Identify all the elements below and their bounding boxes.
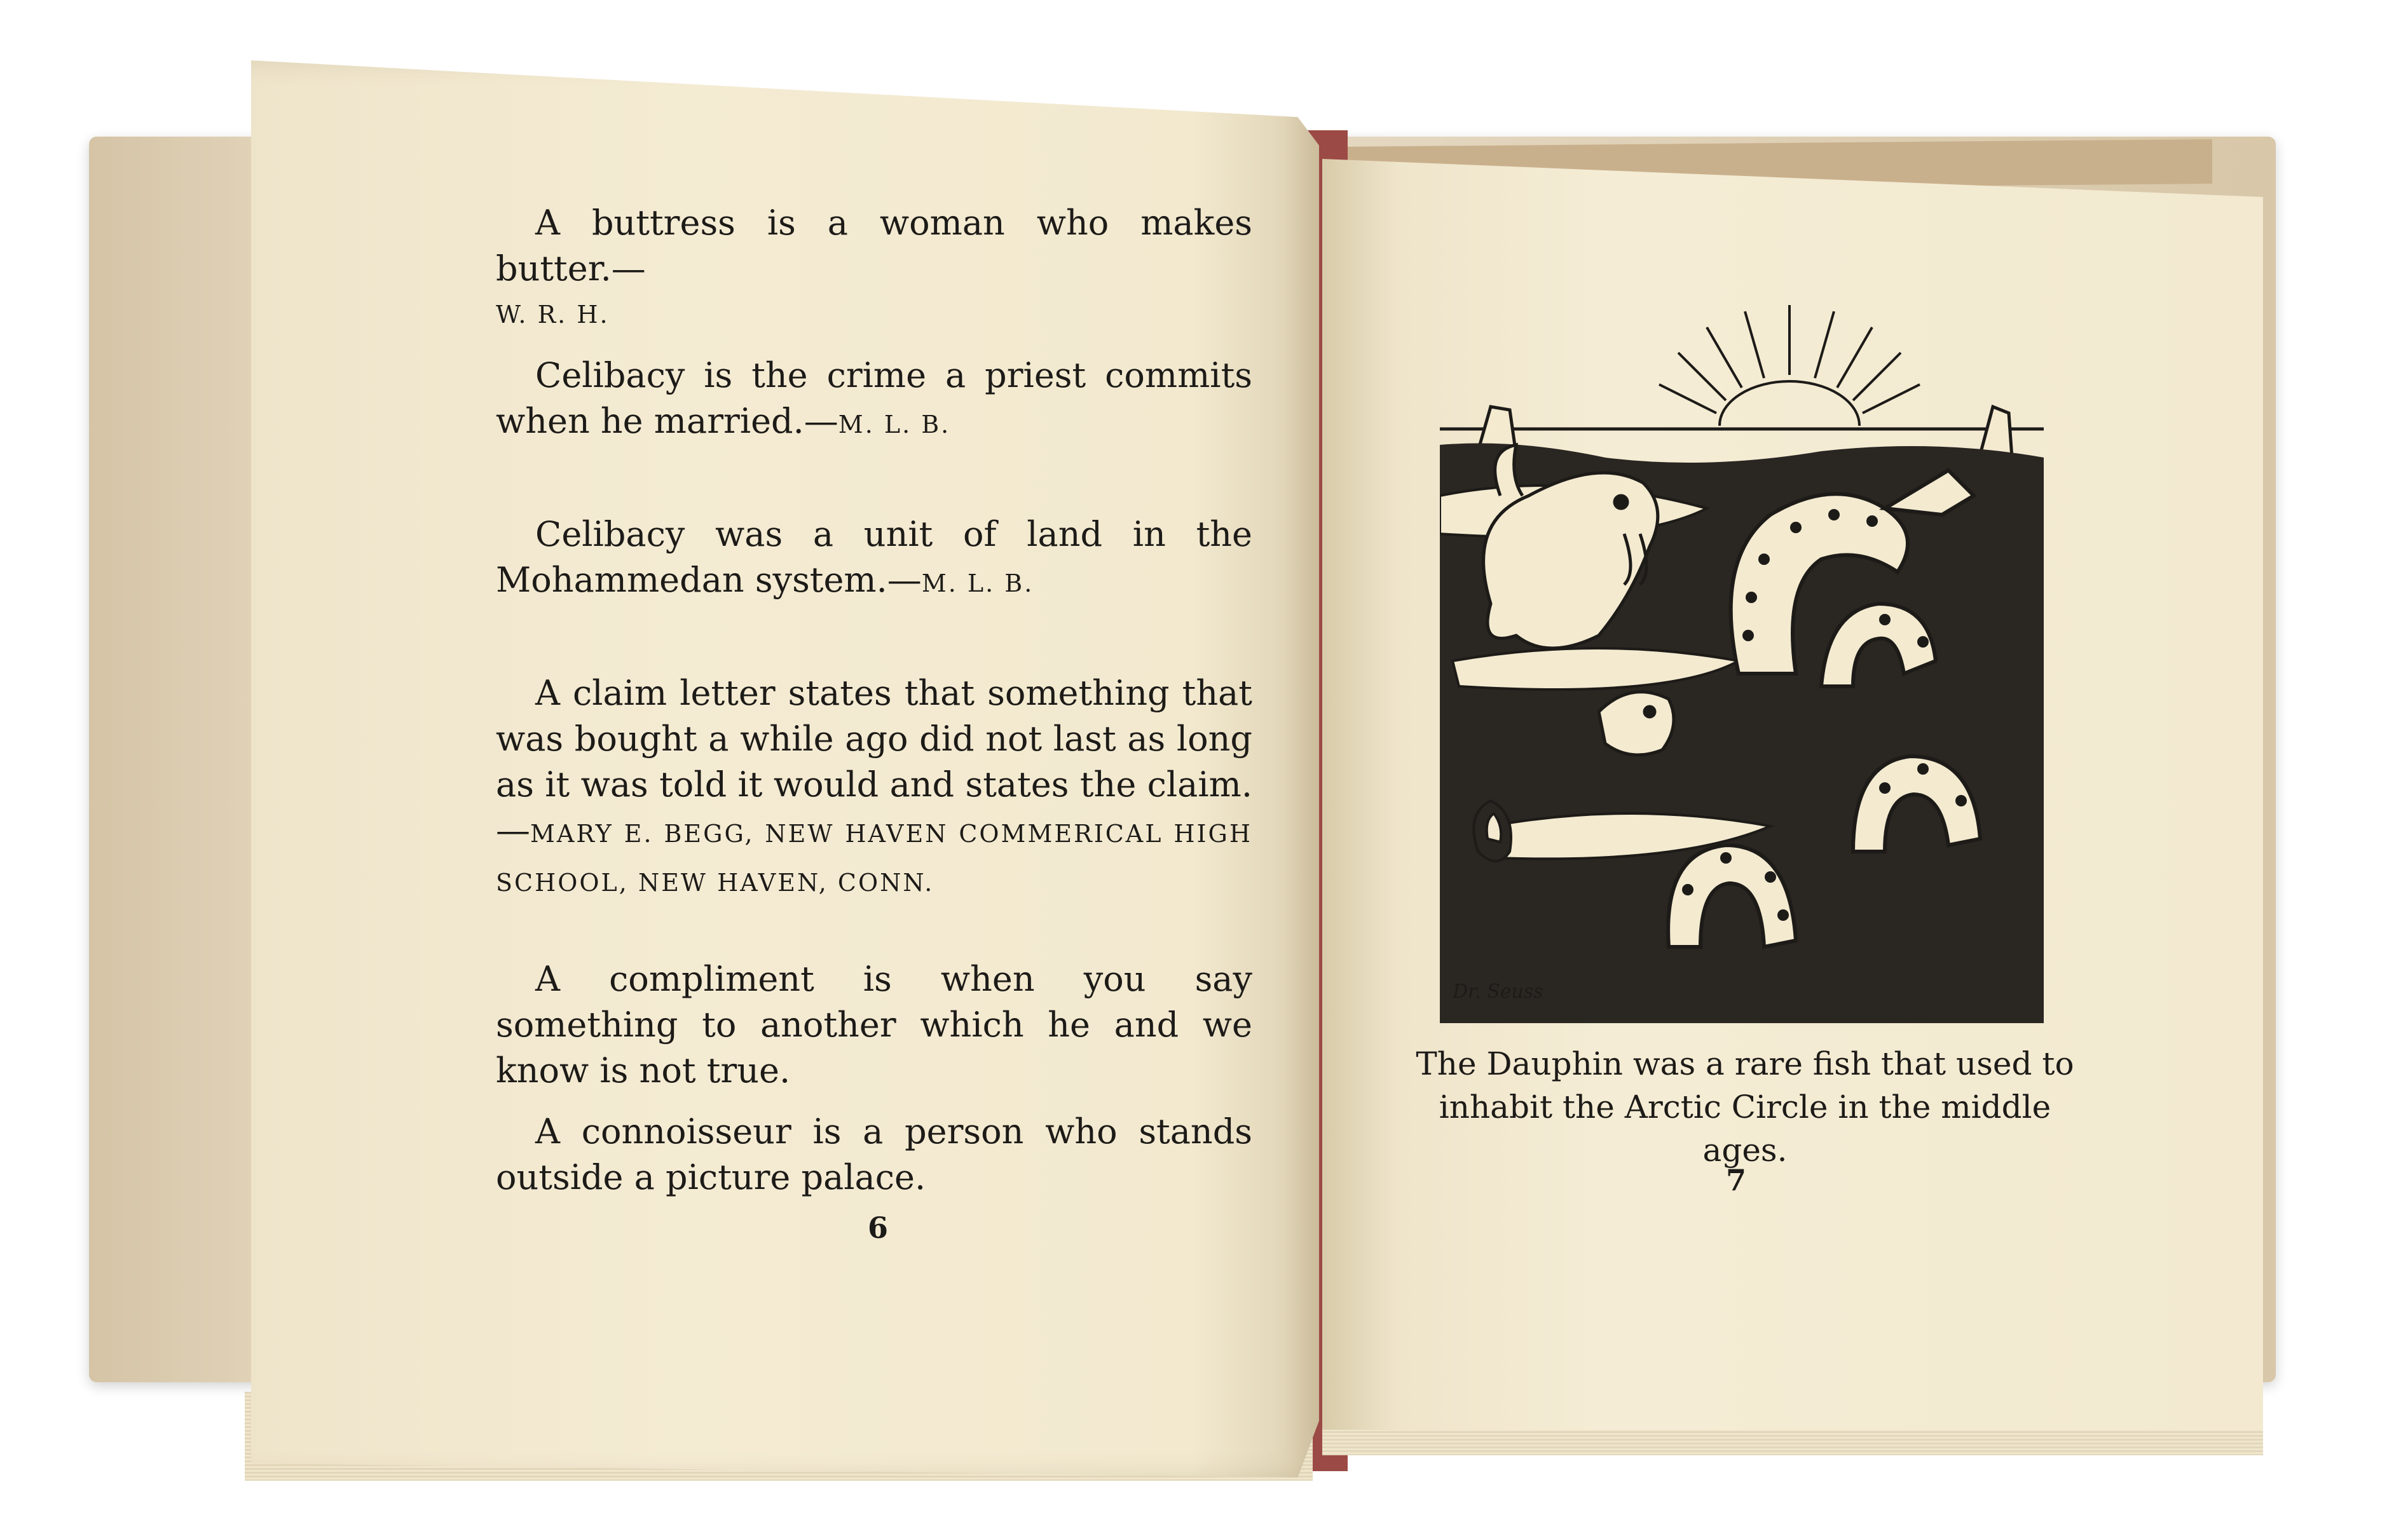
entry-attribution: MARY E. BEGG, NEW HAVEN COMMERICAL HIGH SCHOOL, NEW HAVEN, CONN. <box>496 820 1252 897</box>
entry-buttress <box>496 200 1252 337</box>
illustration-signature: Dr. Seuss <box>1453 981 1543 1003</box>
page-number-right: 7 <box>1726 1163 1747 1197</box>
entry-attribution: W. R. H. <box>496 301 610 329</box>
entry-celibacy-land <box>496 512 1252 606</box>
entry-text: A compliment is when you say something to another which he and we know is not true. <box>496 959 1252 1091</box>
page-number-left: 6 <box>868 1211 889 1245</box>
entry-connoisseur <box>496 1109 1252 1200</box>
entry-attribution: M. L. B. <box>838 411 951 438</box>
entry-text: Celibacy is the crime a priest commits when he married.— <box>496 355 1252 441</box>
entry-text: Celibacy was a unit of land in the Mohammedan system.— <box>496 514 1252 600</box>
entry-compliment <box>496 956 1252 1094</box>
fish-creature <box>1599 692 1674 755</box>
entry-celibacy-crime <box>496 353 1252 447</box>
dauphin-illustration <box>1440 305 2044 1023</box>
entry-text: A connoisseur is a person who stands outside a picture palace. <box>496 1111 1252 1197</box>
illustration-caption: The Dauphin was a rare fish that used to inhabit the Arctic Circle in the middle ages. <box>1416 1045 2074 1169</box>
entry-text: A claim letter states that something that was bought a while ago did not last as long as it was told it would and states the claim.— <box>496 673 1252 850</box>
entry-attribution: M. L. B. <box>921 569 1034 597</box>
entry-text: A buttress is a woman who makes butter.— <box>496 203 1252 289</box>
entry-claim-letter <box>496 670 1252 906</box>
sun-icon <box>1659 305 1920 426</box>
